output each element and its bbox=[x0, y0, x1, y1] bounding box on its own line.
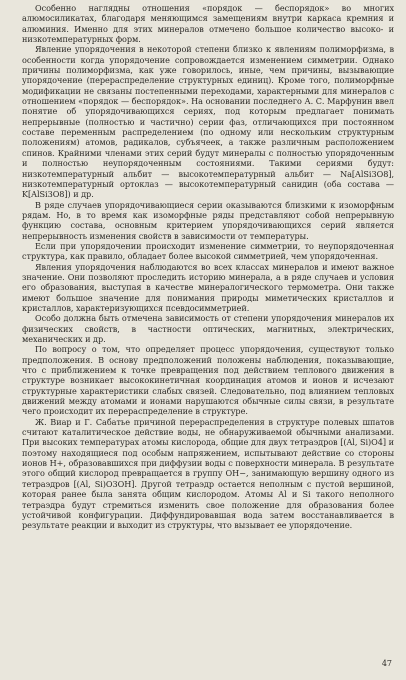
paragraph-8: Ж. Виар и Г. Сабатье причиной перераспределения в структуре полевых шпатов считают каталитическое действие воды, не обнаруживаемой обычными анализами. При высоких температурах атомы кислорода, общие для двух тетраэдров [(Al, Si)O4] и поэтому находящиеся под особым напряжением, испытывают действие со стороны ионов H+, образовавшихся при диффузии воды с поверхности минерала. В результате этого общий кислород превращается в группу OH−, занимающую вершину одного из тетраэдров [(Al, Si)O3OH]. Другой тетраэдр остается неполным с пустой вершиной, которая ранее была занята общим кислородом. Атомы Al и Si такого неполного тетраэдра будут стремиться изменить свое положение для образования более устойчивой конфигурации. Диффундировавшая вода затем восстанавливается в результате реакции и выходит из структуры, что вызывает ее упорядочение. bbox=[22, 416, 394, 531]
page-number: 47 bbox=[381, 659, 392, 668]
paragraph-5: Явления упорядочения наблюдаются во всех классах минералов и имеют важное значение. Они позволяют проследить историю минерала, а в ряде случаев и условия его образования, выступая в качестве минералогического термометра. Они также имеют большое значение для понимания природы миметических кристаллов и кристаллов, характеризующихся псевдосимметрией. bbox=[22, 261, 394, 313]
paragraph-4: Если при упорядочении происходит изменение симметрии, то неупорядоченная структура, как правило, обладает более высокой симметрией, чем упорядоченная. bbox=[22, 240, 394, 262]
paragraph-7: По вопросу о том, что определяет процесс упорядочения, существуют только предположения. В основу предположений положены наблюдения, показывающие, что с приближением к точке превращения под действием теплового движения в структуре возникает высококинетичная координация атомов и ионов и исчезают структурные характеристики слабых связей. Следовательно, под влиянием тепловых движений между атомами и ионами нарушаются обычные силы связи, в результате чего происходит их перераспределение в структуре. bbox=[22, 344, 394, 417]
paragraph-3: В ряде случаев упорядочивающиеся серии оказываются близкими к изоморфным рядам. Но, в то время как изоморфные ряды представляют собой непрерывную функцию состава, основным критерием упорядочивающихся серий является непрерывность изменения свойств в зависимости от температуры. bbox=[22, 199, 394, 241]
paragraph-2: Явление упорядочения в некоторой степени близко к явлениям полиморфизма, в особенности когда упорядочение сопровождается изменением симметрии. Однако причины полиморфизма, как уже говорилось, иные, чем причины, вызывающие упорядочение (перераспределение структурных единиц). Кроме того, полиморфные модификации не связаны постепенными переходами, характерными для минералов с отношением «порядок — беспорядок». На основании последнего А. С. Марфунин ввел понятие об упорядочивающихся сериях, под которым предлагает понимать непрерывные (полностью и частично) серии фаз, отличающихся при постоянном составе переменным распределением (по одному или нескольким структурным положениям) атомов, радикалов, субъячеек, а также различным расположением спинов. Крайними членами этих серий будут минералы с полностью упорядоченным и полностью неупорядоченным состояниями. Такими сериями будут: низкотемпературный альбит — высокотемпературный альбит — Na[AlSi3O8], низкотемпературный ортоклаз — высокотемпературный санидин (оба состава — K[AlSi3O8]) и др. bbox=[22, 44, 394, 200]
paragraph-6: Особо должна быть отмечена зависимость от степени упорядочения минералов их физических свойств, в частности оптических, магнитных, электрических, механических и др. bbox=[22, 313, 394, 344]
paragraph-1: Особенно наглядны отношения «порядок — беспорядок» во многих алюмосиликатах, благодаря меняющимся замещениям внутри каркаса кремния и алюминия. Именно для этих минералов отмечено большое количество высоко- и низкотемпературных форм. bbox=[22, 3, 394, 45]
